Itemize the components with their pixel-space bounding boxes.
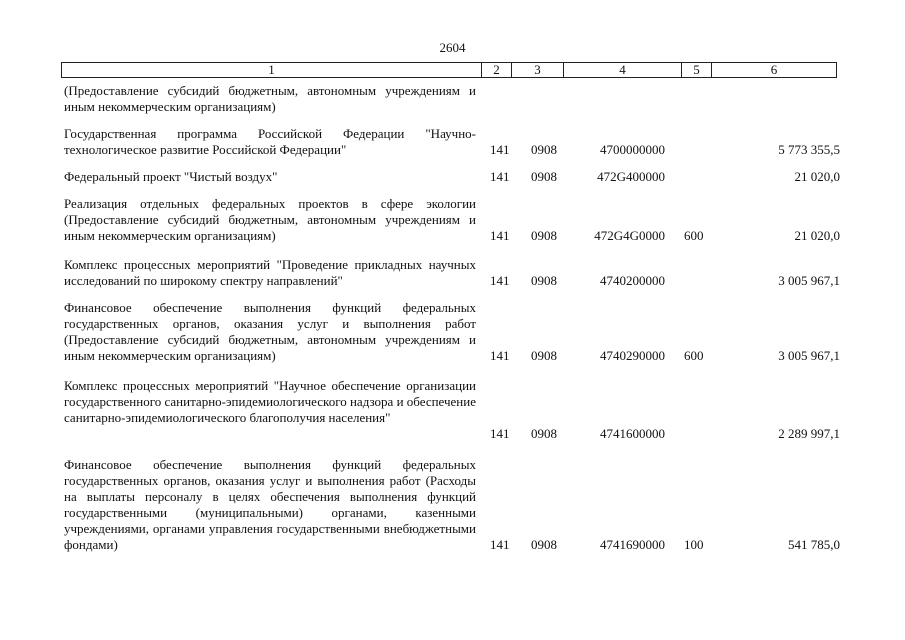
- row-col-6: 5 773 355,5: [778, 142, 840, 157]
- table-row: [64, 457, 840, 553]
- row-col-4: 4700000000: [600, 142, 665, 157]
- row-col-3: 0908: [531, 169, 557, 184]
- row-col-3: 0908: [531, 537, 557, 552]
- row-col-6: 21 020,0: [794, 169, 840, 184]
- header-col-6: 6: [770, 62, 778, 77]
- header-col-3: 3: [512, 63, 564, 77]
- header-col-2: 2: [482, 63, 512, 77]
- row-col-6: 3 005 967,1: [778, 273, 840, 288]
- row-description: Финансовое обеспечение выполнения функций федеральных государственных органов, оказания услуг и выполнения работ (Предоставление субсидий бюджетным, автономным учреждениям и иным некоммерческим организациям): [64, 300, 476, 363]
- header-col-1: 1: [62, 63, 482, 77]
- table-row: [64, 126, 840, 158]
- table-row: [64, 257, 840, 289]
- row-description: Федеральный проект "Чистый воздух": [64, 169, 278, 184]
- row-col-4: 472G4G0000: [594, 228, 665, 243]
- row-description: Реализация отдельных федеральных проектов в сфере экологии (Предоставление субсидий бюджетным, автономным учреждениям и иным некоммерческим организациям): [64, 196, 476, 243]
- row-col-3: 0908: [531, 273, 557, 288]
- row-col-6: 21 020,0: [794, 228, 840, 243]
- row-col-2: 141: [490, 169, 510, 184]
- row-col-4: 4741690000: [600, 537, 665, 552]
- row-col-3: 0908: [531, 142, 557, 157]
- row-col-6: 541 785,0: [788, 537, 840, 552]
- row-col-5: 600: [684, 228, 704, 243]
- table-row: [64, 169, 840, 185]
- row-col-4: 472G400000: [597, 169, 665, 184]
- row-col-2: 141: [490, 537, 510, 552]
- row-col-5: 600: [684, 348, 704, 363]
- row-description: Комплекс процессных мероприятий "Научное обеспечение организации государственного санитарно-эпидемиологического надзора и обеспечение санитарно-эпидемиологического благополучия населения": [64, 378, 476, 425]
- row-col-2: 141: [490, 426, 510, 441]
- row-description: Финансовое обеспечение выполнения функций федеральных государственных органов, оказания услуг и выполнения работ (Расходы на выплаты персоналу в целях обеспечения выполнения функций государственными (муниципальными) органами, казенными учреждениями, органами управления государственными внебюджетными фондами): [64, 457, 476, 552]
- row-col-4: 4741600000: [600, 426, 665, 441]
- row-col-2: 141: [490, 228, 510, 243]
- row-col-3: 0908: [531, 348, 557, 363]
- row-col-3: 0908: [531, 228, 557, 243]
- row-col-4: 4740200000: [600, 273, 665, 288]
- row-col-3: 0908: [531, 426, 557, 441]
- table-row: [64, 196, 840, 244]
- row-col-2: 141: [490, 142, 510, 157]
- table-header: [61, 62, 837, 78]
- page-number: 2604: [439, 40, 466, 55]
- row-col-4: 4740290000: [600, 348, 665, 363]
- row-col-2: 141: [490, 348, 510, 363]
- row-description: (Предоставление субсидий бюджетным, автономным учреждениям и иным некоммерческим организациям): [64, 83, 476, 114]
- table-row: [64, 378, 840, 442]
- table-row: [64, 300, 840, 364]
- header-col-4: 4: [564, 63, 682, 77]
- row-description: Комплекс процессных мероприятий "Проведение прикладных научных исследований по широкому спектру направлений": [64, 257, 476, 288]
- row-col-5: 100: [684, 537, 704, 552]
- row-col-6: 3 005 967,1: [778, 348, 840, 363]
- row-col-2: 141: [490, 273, 510, 288]
- header-col-5: 5: [682, 63, 712, 77]
- table-row: [64, 83, 840, 115]
- row-description: Государственная программа Российской Федерации "Научно-технологическое развитие Российской Федерации": [64, 126, 476, 157]
- row-col-6: 2 289 997,1: [778, 426, 840, 441]
